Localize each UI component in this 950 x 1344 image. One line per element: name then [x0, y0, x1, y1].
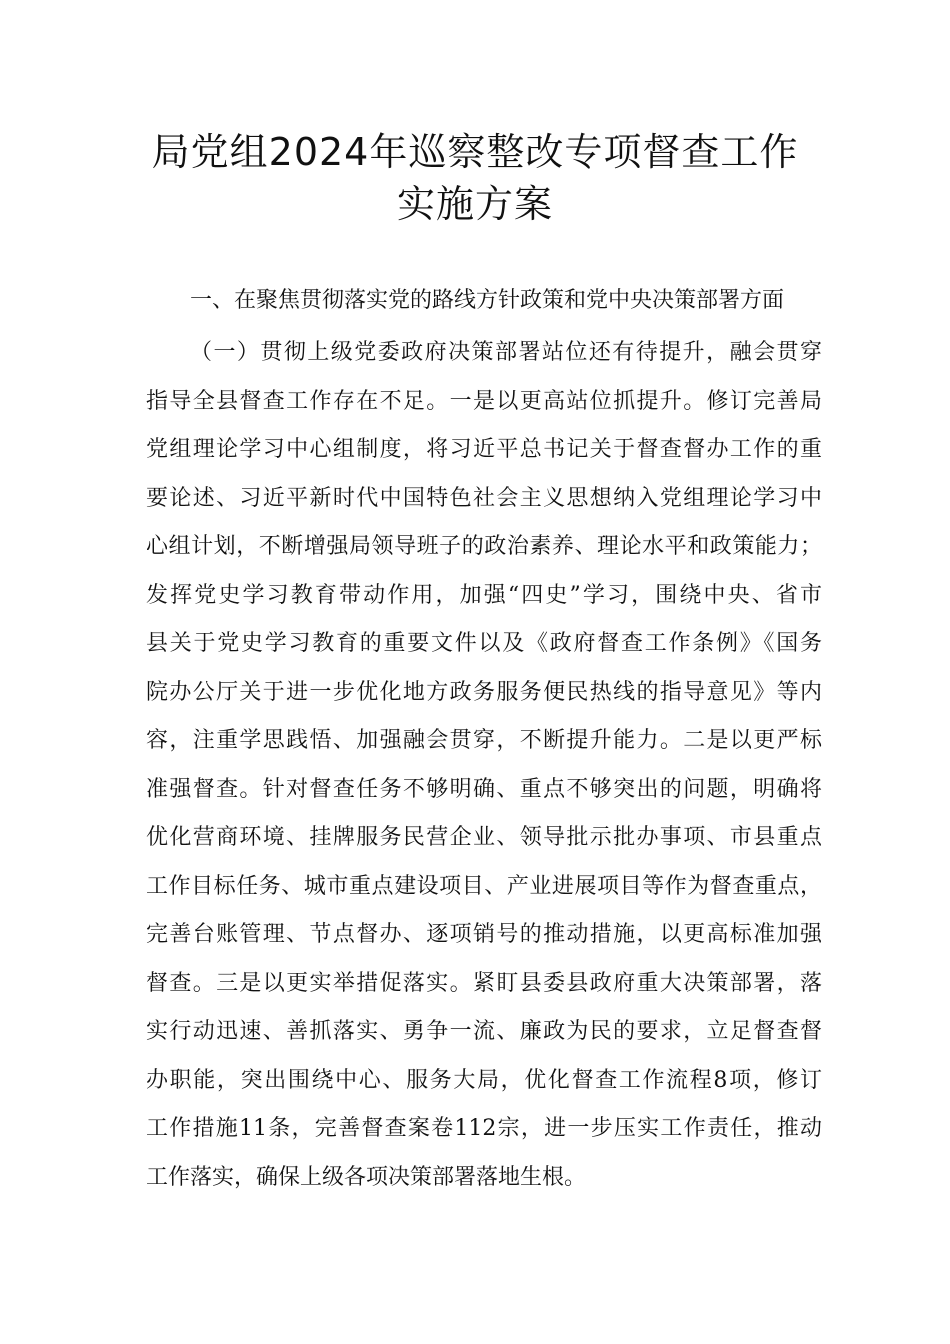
paragraph-line: 容，注重学思践悟、加强融会贯穿，不断提升能力。二是以更严标: [146, 728, 822, 753]
paragraph-line: 发挥党史学习教育带动作用，加强“四史”学习，围绕中央、省市: [146, 582, 822, 608]
paragraph-line: 优化营商环境、挂牌服务民营企业、领导批示批办事项、市县重点: [146, 825, 822, 850]
paragraph-line: 工作目标任务、城市重点建设项目、产业进展项目等作为督查重点，: [146, 873, 822, 899]
paragraph-line: （一）贯彻上级党委政府决策部署站位还有待提升，融会贯穿: [190, 340, 822, 365]
paragraph-line: 实行动迅速、善抓落实、勇争一流、廉政为民的要求，立足督查督: [146, 1019, 822, 1044]
paragraph-line: 督查。三是以更实举措促落实。紧盯县委县政府重大决策部署，落: [146, 970, 822, 996]
paragraph-line: 要论述、习近平新时代中国特色社会主义思想纳入党组理论学习中: [146, 485, 822, 511]
paragraph-line: 心组计划，不断增强局领导班子的政治素养、理论水平和政策能力；: [146, 534, 822, 559]
paragraph-line: 工作落实，确保上级各项决策部署落地生根。: [146, 1164, 587, 1190]
paragraph-line: 准强督查。针对督查任务不够明确、重点不够突出的问题，明确将: [146, 776, 822, 802]
paragraph-line: 院办公厅关于进一步优化地方政务服务便民热线的指导意见》等内: [146, 679, 822, 705]
paragraph-line: 党组理论学习中心组制度，将习近平总书记关于督查督办工作的重: [146, 437, 822, 462]
document-title: [0, 126, 950, 230]
body-paragraph: [146, 336, 822, 1209]
paragraph-line: 工作措施11条，完善督查案卷112宗，进一步压实工作责任，推动: [146, 1116, 822, 1141]
title-line-2: 实施方案: [396, 182, 553, 226]
section-heading: 一、在聚焦贯彻落实党的路线方针政策和党中央决策部署方面: [190, 288, 785, 313]
paragraph-line: 指导全县督查工作存在不足。一是以更高站位抓提升。修订完善局: [146, 388, 822, 414]
paragraph-line: 办职能，突出围绕中心、服务大局，优化督查工作流程8项，修订: [146, 1067, 822, 1093]
title-line-1: 局党组2024年巡察整改专项督查工作: [151, 130, 799, 174]
paragraph-line: 县关于党史学习教育的重要文件以及《政府督查工作条例》《国务: [146, 631, 822, 656]
paragraph-line: 完善台账管理、节点督办、逐项销号的推动措施，以更高标准加强: [146, 922, 822, 947]
